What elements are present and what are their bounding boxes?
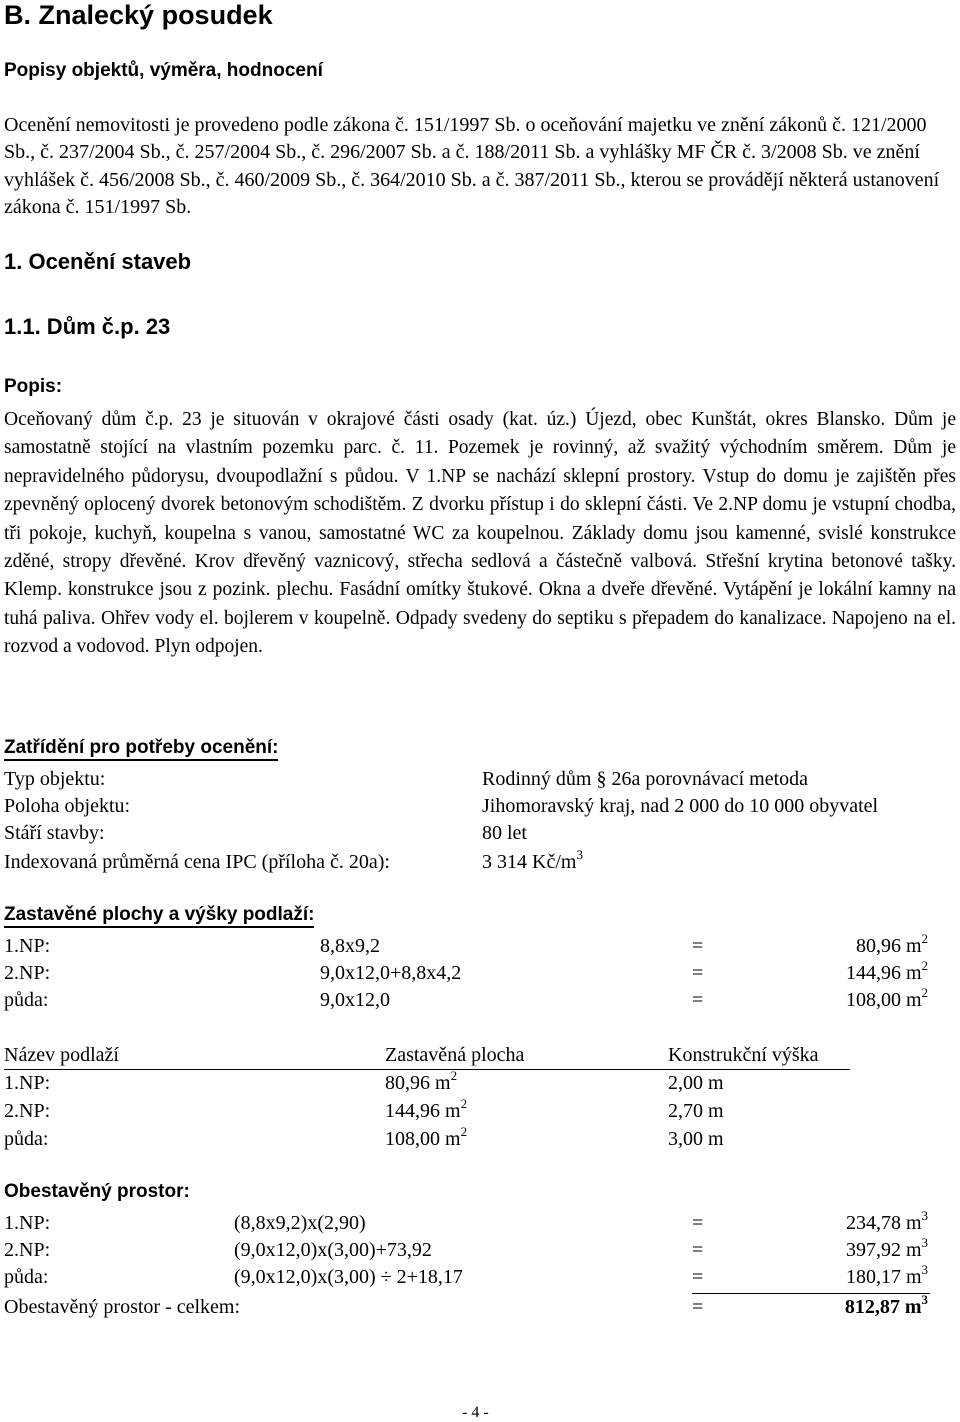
podlazi-header: Konstrukční výška (668, 1044, 819, 1066)
obestaveny-label: 1.NP: (4, 1212, 51, 1234)
plochy-label: 1.NP: (4, 935, 51, 957)
podlazi-name: 2.NP: (4, 1100, 51, 1122)
plochy-formula: 9,0x12,0+8,8x4,2 (320, 962, 462, 984)
plochy-result: 80,96 $m^2$ (855, 931, 928, 957)
zatrideni-label: Indexovaná průměrná cena IPC (příloha č. 20a): (4, 851, 390, 873)
obestaveny-formula: (9,0x12,0)x(3,00) ÷ 2+18,17 (234, 1266, 463, 1288)
podlazi-area: 80,96 $m^2$ (385, 1068, 458, 1094)
podlazi-area: 144,96 $m^2$ (385, 1096, 468, 1122)
podlazi-header: Zastavěná plocha (385, 1044, 525, 1066)
plochy-label: půda: (4, 989, 49, 1011)
subsection-heading: 1.1. Dům č.p. 23 (4, 314, 171, 339)
document-heading: B. Znalecký posudek (4, 0, 273, 30)
obestaveny-result: 234,78 $m^3$ (845, 1208, 928, 1234)
document-subheading: Popisy objektů, výměra, hodnocení (4, 60, 323, 81)
total-rule (692, 1293, 930, 1294)
total-equals: = (692, 1296, 704, 1318)
obestaveny-equals: = (692, 1239, 704, 1261)
zatrideni-value: 3 314 $Kč/m^3$ (482, 847, 583, 873)
obestaveny-result: 397,92 $m^3$ (845, 1235, 928, 1261)
podlazi-name: 1.NP: (4, 1072, 51, 1094)
total-label: Obestavěný prostor - celkem: (4, 1296, 241, 1318)
podlazi-height: 3,00 m (668, 1128, 724, 1150)
plochy-equals: = (692, 962, 704, 984)
zatrideni-label: Poloha objektu: (4, 795, 131, 817)
plochy-title: Zastavěné plochy a výšky podlaží: (4, 904, 314, 928)
podlazi-height: 2,00 m (668, 1072, 724, 1094)
plochy-equals: = (692, 989, 704, 1011)
plochy-result: 108,00 $m^2$ (845, 985, 928, 1011)
zatrideni-title: Zatřídění pro potřeby ocenění: (4, 737, 278, 761)
zatrideni-label: Stáří stavby: (4, 822, 105, 844)
intro-paragraph: Ocenění nemovitosti je provedeno podle zákona č. 151/1997 Sb. o oceňování majetku ve znění zákonů č. 121/2000 Sb., č. 237/2004 Sb., č. 257/2004 Sb., č. 296/2007 Sb. a č. 188/2011 Sb. a vyhlášky MF ČR č. 3/2008 Sb. ve znění vyhlášek č. 456/2008 Sb., č. 460/2009 Sb., č. 364/2010 Sb. a č. 387/2011 Sb., kterou se provádějí některá ustanovení zákona č. 151/1997 Sb. (4, 114, 940, 219)
plochy-formula: 9,0x12,0 (320, 989, 390, 1011)
podlazi-header: Název podlaží (4, 1044, 119, 1066)
popis-label: Popis: (4, 376, 63, 397)
obestaveny-equals: = (692, 1212, 704, 1234)
page-number: - 4 - (462, 1404, 489, 1421)
section-heading: 1. Ocenění staveb (4, 249, 192, 274)
podlazi-header-rule (4, 1069, 850, 1070)
total-result: 812,87 $m^3$ (844, 1292, 928, 1318)
plochy-equals: = (692, 935, 704, 957)
obestaveny-formula: (8,8x9,2)x(2,90) (234, 1212, 366, 1234)
zatrideni-value: Rodinný dům § 26a porovnávací metoda (482, 768, 809, 790)
podlazi-name: půda: (4, 1128, 49, 1150)
obestaveny-title: Obestavěný prostor: (4, 1181, 190, 1202)
obestaveny-equals: = (692, 1266, 704, 1288)
podlazi-area: 108,00 $m^2$ (385, 1124, 468, 1150)
popis-paragraph: Oceňovaný dům č.p. 23 je situován v okrajové části osady (kat. úz.) Újezd, obec Kunštát, okres Blansko. Dům je samostatně stojící na vlastním pozemku parc. č. 11. Pozemek je rovinný, až svažitý východním směrem. Dům je nepravidelného půdorysu, dvoupodlažní s půdou. V 1.NP se nachází sklepní prostory. Vstup do domu je zajištěn přes zpevněný oplocený dvorek betonovým schodištěm. Z dvorku přístup i do sklepní části. Ve 2.NP domu je vstupní chodba, tři pokoje, kuchyň, koupelna s vanou, samostatné WC za koupelnou. Základy domu jsou kamenné, svislé konstrukce zděné, stropy dřevěné. Krov dřevěný vaznicový, střecha sedlová a částečně valbová. Střešní krytina betonové tašky. Klemp. konstrukce jsou z pozink. plechu. Fasádní omítky štukové. Okna a dveře dřevěné. Vytápění je lokální kamny na tuhá paliva. Ohřev vody el. bojlerem v koupelně. Odpady svedeny do septiku s přepadem do kanalizace. Napojeno na el. rozvod a vodovod. Plyn odpojen. (4, 409, 956, 658)
zatrideni-value: Jihomoravský kraj, nad 2 000 do 10 000 obyvatel (482, 795, 879, 817)
plochy-result: 144,96 $m^2$ (845, 958, 928, 984)
plochy-label: 2.NP: (4, 962, 51, 984)
obestaveny-label: 2.NP: (4, 1239, 51, 1261)
zatrideni-label: Typ objektu: (4, 768, 106, 790)
zatrideni-value: 80 let (482, 822, 527, 844)
obestaveny-formula: (9,0x12,0)x(3,00)+73,92 (234, 1239, 432, 1261)
plochy-formula: 8,8x9,2 (320, 935, 380, 957)
podlazi-height: 2,70 m (668, 1100, 724, 1122)
obestaveny-result: 180,17 $m^3$ (845, 1262, 928, 1288)
obestaveny-label: půda: (4, 1266, 49, 1288)
